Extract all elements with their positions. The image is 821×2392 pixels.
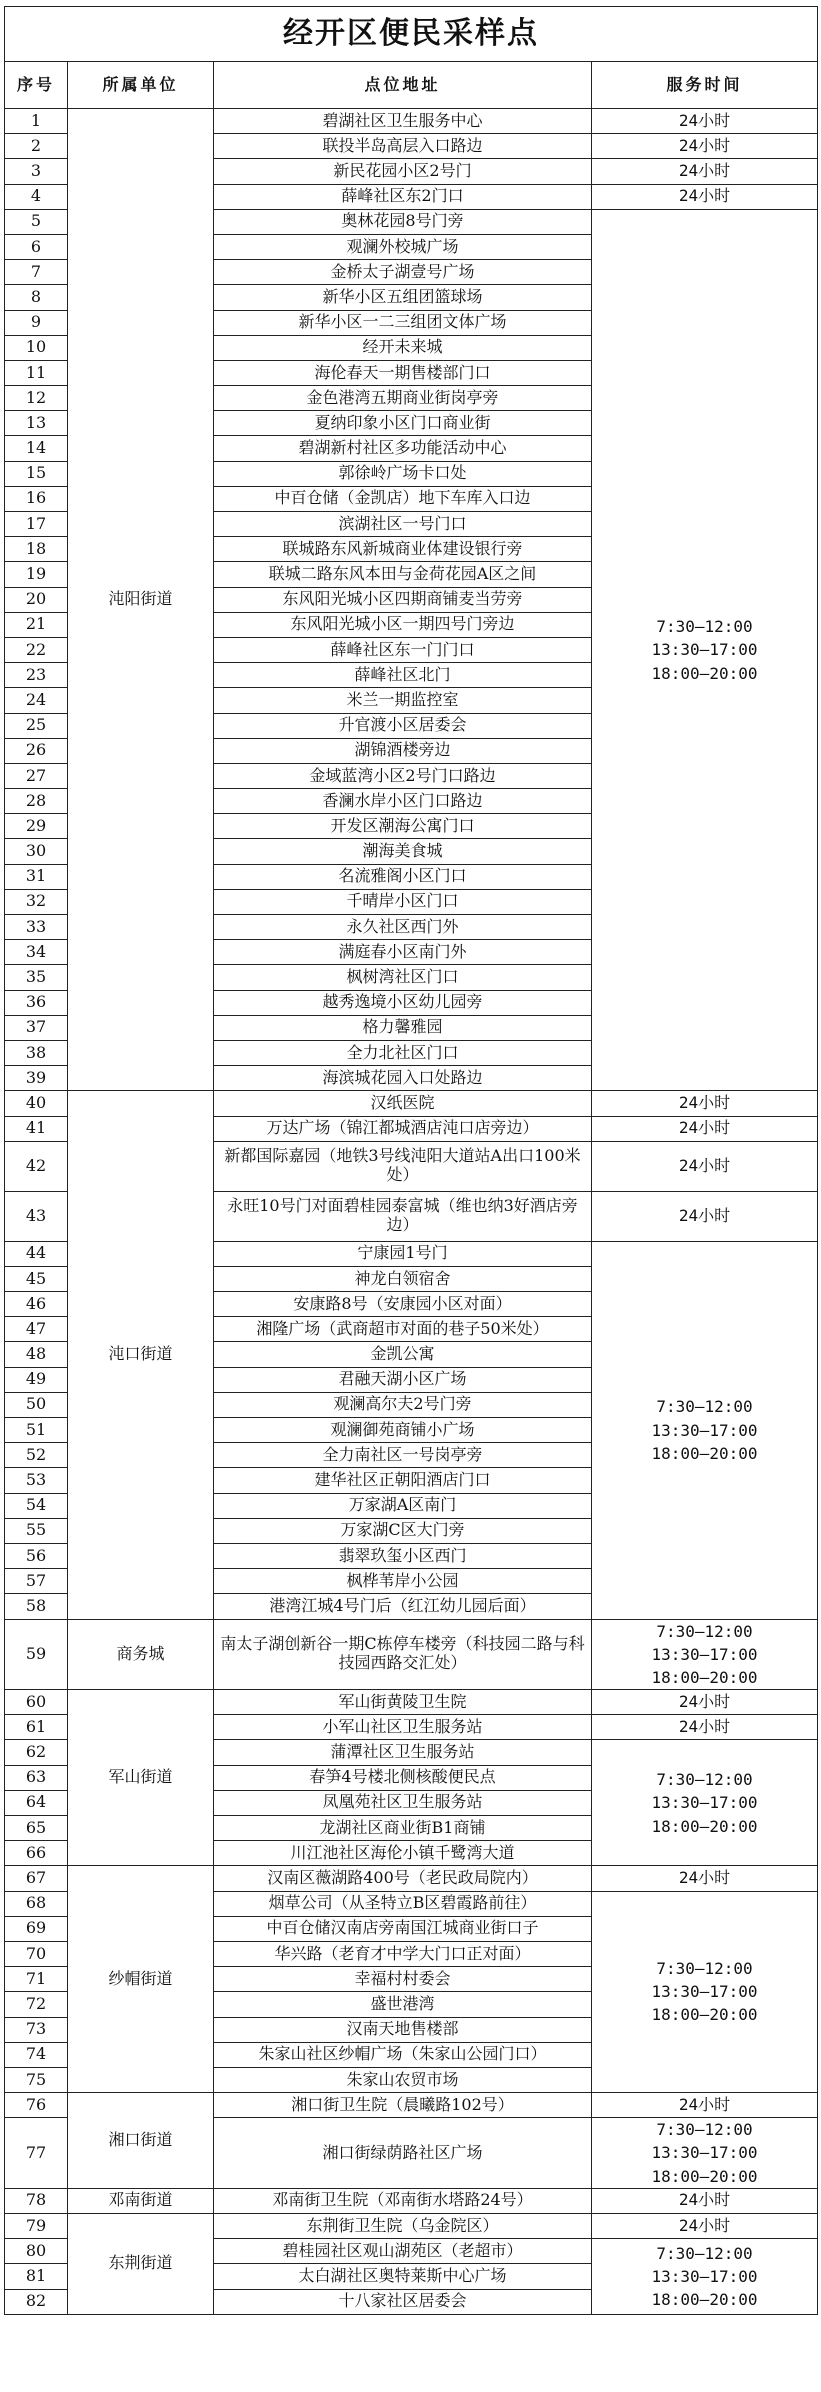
header-address: 点位地址 (214, 62, 592, 109)
unit-cell: 湘口街道 (68, 2093, 214, 2189)
time-slot: 18:00—20:00 (651, 1667, 758, 1687)
table-row (5, 2093, 818, 2118)
address-cell: 联城路东风新城商业体建设银行旁 (214, 537, 592, 562)
row-number: 16 (5, 486, 68, 511)
table-row (5, 109, 818, 134)
row-number: 18 (5, 537, 68, 562)
time-slot: 18:00—20:00 (651, 2166, 758, 2186)
address-cell: 新民花园小区2号门 (214, 159, 592, 184)
row-number: 67 (5, 1866, 68, 1891)
row-number: 20 (5, 587, 68, 612)
row-number: 44 (5, 1241, 68, 1266)
time-slot: 18:00—20:00 (651, 2290, 758, 2310)
address-cell: 万家湖C区大门旁 (214, 1518, 592, 1543)
time-slot: 13:30—17:00 (651, 640, 758, 660)
address-cell: 汉纸医院 (214, 1091, 592, 1116)
address-cell: 枫树湾社区门口 (214, 965, 592, 990)
address-cell: 全力北社区门口 (214, 1040, 592, 1065)
time-slot: 13:30—17:00 (651, 1982, 758, 2002)
address-cell: 米兰一期监控室 (214, 688, 592, 713)
header-service-time: 服务时间 (592, 62, 818, 109)
address-cell: 汉南区薇湖路400号（老民政局院内） (214, 1866, 592, 1891)
time-slot: 13:30—17:00 (651, 1420, 758, 1440)
unit-cell: 沌口街道 (68, 1091, 214, 1619)
address-cell: 中百仓储（金凯店）地下车库入口边 (214, 486, 592, 511)
row-number: 26 (5, 738, 68, 763)
time-slot: 13:30—17:00 (651, 2143, 758, 2163)
row-number: 53 (5, 1468, 68, 1493)
address-cell: 东荆街卫生院（乌金院区） (214, 2214, 592, 2239)
service-time-cell (592, 2118, 818, 2189)
row-number: 58 (5, 1594, 68, 1619)
row-number: 42 (5, 1141, 68, 1191)
address-cell: 太白湖社区奥特莱斯中心广场 (214, 2264, 592, 2289)
row-number: 76 (5, 2093, 68, 2118)
address-cell: 观澜外校城广场 (214, 234, 592, 259)
address-cell: 新华小区五组团篮球场 (214, 285, 592, 310)
row-number: 14 (5, 436, 68, 461)
address-cell: 南太子湖创新谷一期C栋停车楼旁（科技园二路与科技园西路交汇处） (214, 1619, 592, 1690)
time-slot: 7:30—12:00 (656, 2120, 753, 2140)
table-row (5, 1866, 818, 1891)
table-row (5, 1091, 818, 1116)
address-cell: 朱家山社区纱帽广场（朱家山公园门口） (214, 2042, 592, 2067)
service-time-cell: 24小时 (592, 1091, 818, 1116)
service-time-cell: 24小时 (592, 2093, 818, 2118)
address-cell: 君融天湖小区广场 (214, 1367, 592, 1392)
row-number: 34 (5, 940, 68, 965)
row-number: 10 (5, 335, 68, 360)
address-cell: 蒲潭社区卫生服务站 (214, 1740, 592, 1765)
row-number: 4 (5, 184, 68, 209)
time-slot: 18:00—20:00 (651, 1816, 758, 1836)
row-number: 8 (5, 285, 68, 310)
time-slot: 13:30—17:00 (651, 1644, 758, 1664)
header-no: 序号 (5, 62, 68, 109)
service-time-cell: 24小时 (592, 1191, 818, 1241)
address-cell: 春笋4号楼北侧核酸便民点 (214, 1765, 592, 1790)
address-cell: 郭徐岭广场卡口处 (214, 461, 592, 486)
row-number: 59 (5, 1619, 68, 1690)
address-cell: 军山街黄陵卫生院 (214, 1690, 592, 1715)
address-cell: 千晴岸小区门口 (214, 889, 592, 914)
service-time-cell: 24小时 (592, 159, 818, 184)
service-time-cell: 24小时 (592, 134, 818, 159)
address-cell: 夏纳印象小区门口商业街 (214, 411, 592, 436)
row-number: 19 (5, 562, 68, 587)
row-number: 24 (5, 688, 68, 713)
address-cell: 金色港湾五期商业街岗亭旁 (214, 386, 592, 411)
address-cell: 新都国际嘉园（地铁3号线沌阳大道站A出口100米处） (214, 1141, 592, 1191)
row-number: 28 (5, 789, 68, 814)
address-cell: 碧湖社区卫生服务中心 (214, 109, 592, 134)
address-cell: 升官渡小区居委会 (214, 713, 592, 738)
row-number: 21 (5, 612, 68, 637)
address-cell: 湘隆广场（武商超市对面的巷子50米处） (214, 1317, 592, 1342)
row-number: 30 (5, 839, 68, 864)
row-number: 56 (5, 1543, 68, 1568)
address-cell: 名流雅阁小区门口 (214, 864, 592, 889)
address-cell: 永旺10号门对面碧桂园泰富城（维也纳3好酒店旁边） (214, 1191, 592, 1241)
address-cell: 格力馨雅园 (214, 1015, 592, 1040)
time-slot: 7:30—12:00 (656, 1770, 753, 1790)
unit-cell: 军山街道 (68, 1690, 214, 1866)
row-number: 48 (5, 1342, 68, 1367)
sampling-table (4, 6, 818, 2315)
address-cell: 永久社区西门外 (214, 915, 592, 940)
row-number: 12 (5, 386, 68, 411)
row-number: 75 (5, 2067, 68, 2092)
row-number: 52 (5, 1443, 68, 1468)
address-cell: 万达广场（锦江都城酒店沌口店旁边） (214, 1116, 592, 1141)
service-time-cell (592, 1619, 818, 1690)
address-cell: 中百仓储汉南店旁南国江城商业街口子 (214, 1916, 592, 1941)
service-time-cell (592, 1241, 818, 1619)
row-number: 82 (5, 2289, 68, 2314)
row-number: 22 (5, 637, 68, 662)
address-cell: 联城二路东风本田与金荷花园A区之间 (214, 562, 592, 587)
address-cell: 安康路8号（安康园小区对面） (214, 1292, 592, 1317)
row-number: 69 (5, 1916, 68, 1941)
service-time-cell: 24小时 (592, 1866, 818, 1891)
row-number: 41 (5, 1116, 68, 1141)
table-row (5, 1690, 818, 1715)
address-cell: 观澜高尔夫2号门旁 (214, 1392, 592, 1417)
address-cell: 川江池社区海伦小镇千鹭湾大道 (214, 1841, 592, 1866)
address-cell: 翡翠玖玺小区西门 (214, 1543, 592, 1568)
row-number: 6 (5, 234, 68, 259)
address-cell: 联投半岛高层入口路边 (214, 134, 592, 159)
row-number: 47 (5, 1317, 68, 1342)
time-slot: 7:30—12:00 (656, 1959, 753, 1979)
address-cell: 新华小区一二三组团文体广场 (214, 310, 592, 335)
row-number: 77 (5, 2118, 68, 2189)
row-number: 31 (5, 864, 68, 889)
table-row (5, 2188, 818, 2213)
row-number: 33 (5, 915, 68, 940)
row-number: 64 (5, 1790, 68, 1815)
service-time-cell: 24小时 (592, 109, 818, 134)
address-cell: 宁康园1号门 (214, 1241, 592, 1266)
service-time-cell: 24小时 (592, 184, 818, 209)
address-cell: 金域蓝湾小区2号门口路边 (214, 763, 592, 788)
time-slot: 18:00—20:00 (651, 1443, 758, 1463)
row-number: 45 (5, 1266, 68, 1291)
row-number: 39 (5, 1066, 68, 1091)
address-cell: 薛峰社区东一门门口 (214, 637, 592, 662)
row-number: 37 (5, 1015, 68, 1040)
row-number: 49 (5, 1367, 68, 1392)
address-cell: 东风阳光城小区一期四号门旁边 (214, 612, 592, 637)
row-number: 13 (5, 411, 68, 436)
row-number: 38 (5, 1040, 68, 1065)
address-cell: 盛世港湾 (214, 1992, 592, 2017)
row-number: 78 (5, 2188, 68, 2213)
address-cell: 湘口街绿荫路社区广场 (214, 2118, 592, 2189)
address-cell: 经开未来城 (214, 335, 592, 360)
time-slot: 13:30—17:00 (651, 1793, 758, 1813)
service-time-cell: 24小时 (592, 1690, 818, 1715)
address-cell: 小军山社区卫生服务站 (214, 1715, 592, 1740)
time-slot: 18:00—20:00 (651, 2005, 758, 2025)
time-slot: 7:30—12:00 (656, 2243, 753, 2263)
address-cell: 汉南天地售楼部 (214, 2017, 592, 2042)
row-number: 51 (5, 1418, 68, 1443)
row-number: 40 (5, 1091, 68, 1116)
table-row (5, 2214, 818, 2239)
row-number: 29 (5, 814, 68, 839)
table-row (5, 1619, 818, 1690)
address-cell: 开发区潮海公寓门口 (214, 814, 592, 839)
address-cell: 奥林花园8号门旁 (214, 209, 592, 234)
row-number: 57 (5, 1569, 68, 1594)
time-slot: 18:00—20:00 (651, 663, 758, 683)
service-time-cell: 24小时 (592, 1715, 818, 1740)
row-number: 27 (5, 763, 68, 788)
address-cell: 薛峰社区东2门口 (214, 184, 592, 209)
row-number: 9 (5, 310, 68, 335)
row-number: 32 (5, 889, 68, 914)
address-cell: 港湾江城4号门后（红江幼儿园后面） (214, 1594, 592, 1619)
time-slot: 7:30—12:00 (656, 617, 753, 637)
address-cell: 薛峰社区北门 (214, 663, 592, 688)
row-number: 68 (5, 1891, 68, 1916)
row-number: 72 (5, 1992, 68, 2017)
row-number: 61 (5, 1715, 68, 1740)
address-cell: 枫桦苇岸小公园 (214, 1569, 592, 1594)
row-number: 46 (5, 1292, 68, 1317)
address-cell: 观澜御苑商铺小广场 (214, 1418, 592, 1443)
address-cell: 万家湖A区南门 (214, 1493, 592, 1518)
address-cell: 金桥太子湖壹号广场 (214, 260, 592, 285)
address-cell: 滨湖社区一号门口 (214, 512, 592, 537)
row-number: 81 (5, 2264, 68, 2289)
page-title: 经开区便民采样点 (5, 7, 818, 62)
row-number: 71 (5, 1967, 68, 1992)
address-cell: 海伦春天一期售楼部门口 (214, 360, 592, 385)
unit-cell: 东荆街道 (68, 2214, 214, 2315)
row-number: 3 (5, 159, 68, 184)
service-time-cell: 24小时 (592, 1116, 818, 1141)
row-number: 11 (5, 360, 68, 385)
row-number: 7 (5, 260, 68, 285)
address-cell: 全力南社区一号岗亭旁 (214, 1443, 592, 1468)
service-time-cell: 24小时 (592, 2188, 818, 2213)
address-cell: 朱家山农贸市场 (214, 2067, 592, 2092)
service-time-cell: 24小时 (592, 1141, 818, 1191)
unit-cell: 邓南街道 (68, 2188, 214, 2213)
unit-cell: 纱帽街道 (68, 1866, 214, 2093)
time-slot: 7:30—12:00 (656, 1397, 753, 1417)
row-number: 5 (5, 209, 68, 234)
row-number: 60 (5, 1690, 68, 1715)
row-number: 2 (5, 134, 68, 159)
address-cell: 幸福村村委会 (214, 1967, 592, 1992)
service-time-cell (592, 1891, 818, 2093)
row-number: 79 (5, 2214, 68, 2239)
row-number: 43 (5, 1191, 68, 1241)
address-cell: 邓南街卫生院（邓南街水塔路24号） (214, 2188, 592, 2213)
address-cell: 金凯公寓 (214, 1342, 592, 1367)
address-cell: 十八家社区居委会 (214, 2289, 592, 2314)
unit-cell: 商务城 (68, 1619, 214, 1690)
service-time-cell (592, 209, 818, 1091)
row-number: 1 (5, 109, 68, 134)
address-cell: 海滨城花园入口处路边 (214, 1066, 592, 1091)
row-number: 15 (5, 461, 68, 486)
time-slot: 7:30—12:00 (656, 1621, 753, 1641)
row-number: 80 (5, 2239, 68, 2264)
service-time-cell (592, 2239, 818, 2315)
time-slot: 13:30—17:00 (651, 2266, 758, 2286)
row-number: 66 (5, 1841, 68, 1866)
address-cell: 越秀逸境小区幼儿园旁 (214, 990, 592, 1015)
address-cell: 湘口街卫生院（晨曦路102号） (214, 2093, 592, 2118)
address-cell: 华兴路（老育才中学大门口正对面） (214, 1941, 592, 1966)
row-number: 70 (5, 1941, 68, 1966)
address-cell: 碧湖新村社区多功能活动中心 (214, 436, 592, 461)
row-number: 62 (5, 1740, 68, 1765)
header-unit: 所属单位 (68, 62, 214, 109)
row-number: 36 (5, 990, 68, 1015)
row-number: 63 (5, 1765, 68, 1790)
address-cell: 满庭春小区南门外 (214, 940, 592, 965)
row-number: 65 (5, 1816, 68, 1841)
row-number: 54 (5, 1493, 68, 1518)
row-number: 35 (5, 965, 68, 990)
address-cell: 龙湖社区商业街B1商铺 (214, 1816, 592, 1841)
address-cell: 东风阳光城小区四期商铺麦当劳旁 (214, 587, 592, 612)
row-number: 25 (5, 713, 68, 738)
address-cell: 碧桂园社区观山湖苑区（老超市） (214, 2239, 592, 2264)
unit-cell: 沌阳街道 (68, 109, 214, 1091)
address-cell: 潮海美食城 (214, 839, 592, 864)
address-cell: 香澜水岸小区门口路边 (214, 789, 592, 814)
row-number: 73 (5, 2017, 68, 2042)
row-number: 50 (5, 1392, 68, 1417)
row-number: 17 (5, 512, 68, 537)
address-cell: 建华社区正朝阳酒店门口 (214, 1468, 592, 1493)
address-cell: 湖锦酒楼旁边 (214, 738, 592, 763)
service-time-cell (592, 1740, 818, 1866)
row-number: 55 (5, 1518, 68, 1543)
address-cell: 神龙白领宿舍 (214, 1266, 592, 1291)
address-cell: 烟草公司（从圣特立B区碧霞路前往） (214, 1891, 592, 1916)
row-number: 74 (5, 2042, 68, 2067)
address-cell: 凤凰苑社区卫生服务站 (214, 1790, 592, 1815)
service-time-cell: 24小时 (592, 2214, 818, 2239)
row-number: 23 (5, 663, 68, 688)
